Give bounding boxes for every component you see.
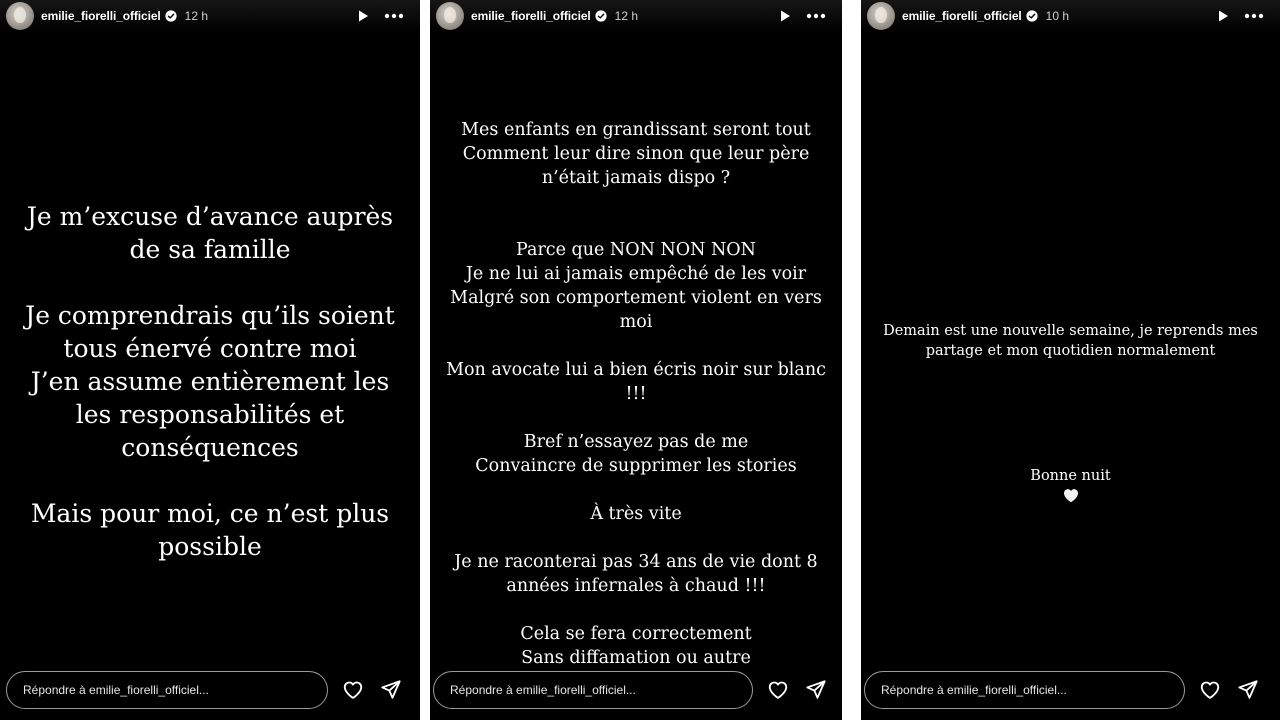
reply-input[interactable] <box>433 671 753 709</box>
story-footer <box>430 660 842 720</box>
white-heart-emoji-icon <box>1063 488 1079 503</box>
more-options-icon[interactable] <box>384 13 404 19</box>
story-panel-3 <box>861 0 1280 720</box>
more-options-icon[interactable] <box>806 13 826 19</box>
story-line: tous énervé contre moi <box>63 334 357 363</box>
story-header <box>0 0 420 32</box>
story-line: Demain est une nouvelle semaine, je reprends mes <box>883 323 1258 339</box>
username[interactable]: emilie_fiorelli_officiel <box>471 9 591 23</box>
play-icon[interactable] <box>778 9 792 23</box>
story-text-goodnight <box>861 466 1280 509</box>
story-header <box>861 0 1280 32</box>
heart-icon[interactable] <box>1199 679 1221 701</box>
story-footer <box>0 660 420 720</box>
story-line: Mon avocate lui a bien écris noir sur blanc !!! <box>446 360 826 404</box>
story-line: Je ne raconterai pas 34 ans de vie dont 8 <box>454 552 818 572</box>
story-header <box>430 0 842 32</box>
heart-icon[interactable] <box>767 679 789 701</box>
story-panel-1 <box>0 0 420 720</box>
story-line: Bref n’essayez pas de me <box>523 432 749 452</box>
story-line: Mais pour moi, ce n’est plus <box>30 499 390 528</box>
story-line: Bonne nuit <box>1030 468 1111 484</box>
story-line: Parce que NON NON NON <box>516 240 756 260</box>
story-line: Comment leur dire sinon que leur père <box>462 144 810 164</box>
story-line: J’en assume entièrement les <box>30 367 390 396</box>
story-line: Malgré son comportement violent en vers <box>450 288 822 308</box>
heart-icon[interactable] <box>342 679 364 701</box>
play-icon[interactable] <box>356 9 370 23</box>
avatar[interactable] <box>436 2 464 30</box>
story-text <box>430 118 842 670</box>
story-line: Cela se fera correctement <box>520 624 752 644</box>
more-options-icon[interactable] <box>1244 13 1264 19</box>
story-line: Mes enfants en grandissant seront tout <box>461 120 811 140</box>
story-line: Je m’excuse d’avance auprès <box>26 202 394 231</box>
send-icon[interactable] <box>805 679 827 701</box>
story-line: À très vite <box>590 504 682 524</box>
story-line: Je ne lui ai jamais empêché de les voir <box>465 264 807 284</box>
username[interactable]: emilie_fiorelli_officiel <box>41 9 161 23</box>
story-line: les responsabilités et <box>75 400 345 429</box>
story-text <box>0 200 420 563</box>
story-line: Sans diffamation ou autre <box>521 648 751 668</box>
story-panel-2 <box>430 0 842 720</box>
post-time: 12 h <box>184 9 209 23</box>
username[interactable]: emilie_fiorelli_officiel <box>902 9 1022 23</box>
story-line: partage et mon quotidien normalement <box>925 343 1216 359</box>
story-line: Je comprendrais qu’ils soient <box>25 301 395 330</box>
story-line: Convaincre de supprimer les stories <box>475 456 797 476</box>
send-icon[interactable] <box>380 679 402 701</box>
story-line: possible <box>158 532 262 561</box>
avatar[interactable] <box>867 2 895 30</box>
story-line: moi <box>619 312 653 332</box>
story-text <box>861 321 1280 361</box>
reply-input[interactable] <box>6 671 328 709</box>
story-line: n’était jamais dispo ? <box>541 168 731 188</box>
verified-badge-icon <box>165 10 177 22</box>
avatar[interactable] <box>6 2 34 30</box>
verified-badge-icon <box>595 10 607 22</box>
story-line: de sa famille <box>129 235 291 264</box>
story-line: années infernales à chaud !!! <box>506 576 766 596</box>
story-line: conséquences <box>121 433 299 462</box>
send-icon[interactable] <box>1237 679 1259 701</box>
play-icon[interactable] <box>1216 9 1230 23</box>
reply-input[interactable] <box>864 671 1185 709</box>
post-time: 12 h <box>614 9 639 23</box>
post-time: 10 h <box>1045 9 1070 23</box>
story-footer <box>861 660 1280 720</box>
verified-badge-icon <box>1026 10 1038 22</box>
